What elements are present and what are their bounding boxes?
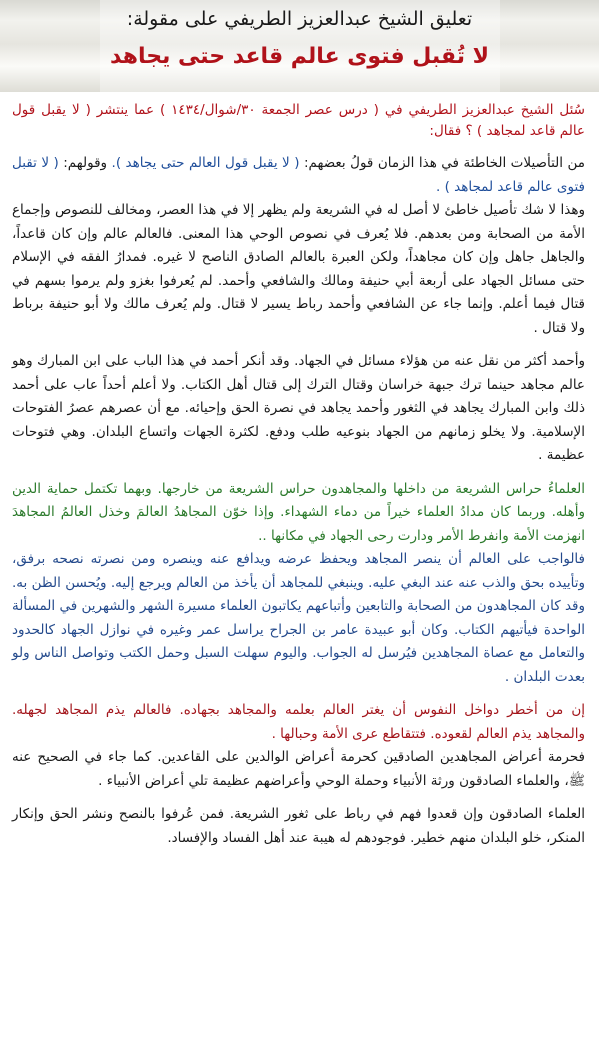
p1-quote-2: ( لا تقبل فتوى عالم قاعد لمجاهد ) . — [12, 155, 585, 195]
intro-paragraph — [12, 100, 585, 142]
header-subtitle: تعليق الشيخ عبدالعزيز الطريفي على مقولة: — [126, 8, 473, 30]
article-body — [12, 100, 585, 850]
paragraph-2: وهذا لا شك تأصيل خاطئ لا أصل له في الشريعة ولم يظهر إلا في هذا العصر، ومخالف للنصوص وإجماع الأمة من الصحابة ومن بعدهم. فلا يُعرف في نصوص الوحي هذا المعنى. فالعالم عالم وإن كان قاعداً، والجاهل جاهل وإن كان مجاهداً، ولكن العبرة بالعالم الصادق الناصح لا غيره. فمدارُ الفقه في الإسلام حتى مسائل الجهاد على أربعة أبي حنيفة ومالك والشافعي وأحمد. لم يُعرفوا بغزو ولم يرموا بسهم في قتال فيما أعلم. وإنما جاء عن الشافعي وأحمد رباط يسير لا قتال. ولم يُعرف مالك ولا أبو حنيفة برباط ولا قتال . — [12, 202, 585, 336]
p1-text-a: من التأصيلات الخاطئة في هذا الزمان قولُ بعضهم: — [299, 155, 586, 171]
paragraph-1 — [12, 152, 585, 199]
paragraph-7: فحرمة أعراض المجاهدين الصادقين كحرمة أعراض الوالدين على القاعدين. كما جاء في الصحيح عنه ﷺ، والعلماء الصادقون ورثة الأنبياء وحملة الوحي وأعراضهم عظيمة تلي أعراض الأنبياء . — [12, 749, 585, 789]
p1-quote-1: ( لا يقبل قول العالم حتى يجاهد ). — [111, 155, 300, 171]
intro-part1: سُئل الشيخ عبدالعزيز الطريفي في ( درس عصر الجمعة ٣٠/شوال/١٤٣٤ ) — [159, 102, 585, 118]
paragraph-6: إن من أخطر دواخل النفوس أن يغتر العالم بعلمه والمجاهد بجهاده. فالعالم يذم المجاهد لجهله. والمجاهد يذم العالم لقعوده. فتتقاطع عرى الأمة وحبالها . — [12, 702, 585, 742]
intro-part2: عما ينتشر ( لا يقبل قول عالم قاعد لمجاهد ) ؟ فقال: — [12, 102, 585, 139]
paragraph-8: العلماء الصادقون وإن قعدوا فهم في رباط على ثغور الشريعة. فمن عُرفوا بالنصح ونشر الحق وإنكار المنكر، خلو البلدان منهم خطير. فوجودهم له هيبة عند أهل الفساد والإفساد. — [12, 806, 585, 846]
paragraph-3: وأحمد أكثر من نقل عنه من هؤلاء مسائل في الجهاد. وقد أنكر أحمد في هذا الباب على ابن المبارك وهو عالم مجاهد حينما ترك جبهة خراسان وقتال الترك إلى قتال أهل الكتاب. ولا أعلم أحداً عاب على أحمد ذلك وابن المبارك يجاهد في الثغور وأحمد يجاهد في نصرة الحق وإحيائه. مع أن عصرهم عصرُ الفتوحات الإسلامية. ولا يخلو زمانهم من الجهاد بنوعيه طلب ودفع. لكثرة الجهات واتساع البلدان. وهي فتوحات عظيمة . — [12, 353, 585, 463]
paragraph-5: فالواجب على العالم أن ينصر المجاهد ويحفظ عرضه ويدافع عنه وينصره ومن نصرته نصحه برفق، وتأييده بحق والذب عنه عند البغي عليه. وينبغي للمجاهد أن يأخذ من العالم ويرجع إليه. ويُحسن الظن به. وقد كان المجاهدون من الصحابة والتابعين وأتباعهم يكاتبون العلماء مسيرة الشهر والشهرين في المسألة الواحدة فيأتيهم الكتاب. وكان أبو عبيدة عامر بن الجراح يراسل عمر وغيره في نوازل الجهاد كالحدود والتعامل مع عصاة المجاهدين فيُرسل له الجواب. واليوم سهلت السبل وحمل الكتب وتواصل الناس ولو بعدت البلدان . — [12, 551, 585, 685]
header-title: لا تُقبل فتوى عالم قاعد حتى يجاهد — [109, 44, 490, 69]
p1-text-c: وقولهم: — [58, 155, 112, 171]
paragraph-4: العلماءُ حراس الشريعة من داخلها والمجاهدون حراس الشريعة من خارجها. وبهما تكتمل حماية الدين وأهله. وربما كان مدادُ العلماء خيراً من دماء الشهداء. وإذا خوّن المجاهدُ العالمَ وخذل العالمُ المجاهدَ انهزمت الأمة وانفرط الأمر ودارت رحى الجهاد في مكانها .. — [12, 480, 585, 544]
header-banner — [0, 0, 599, 92]
